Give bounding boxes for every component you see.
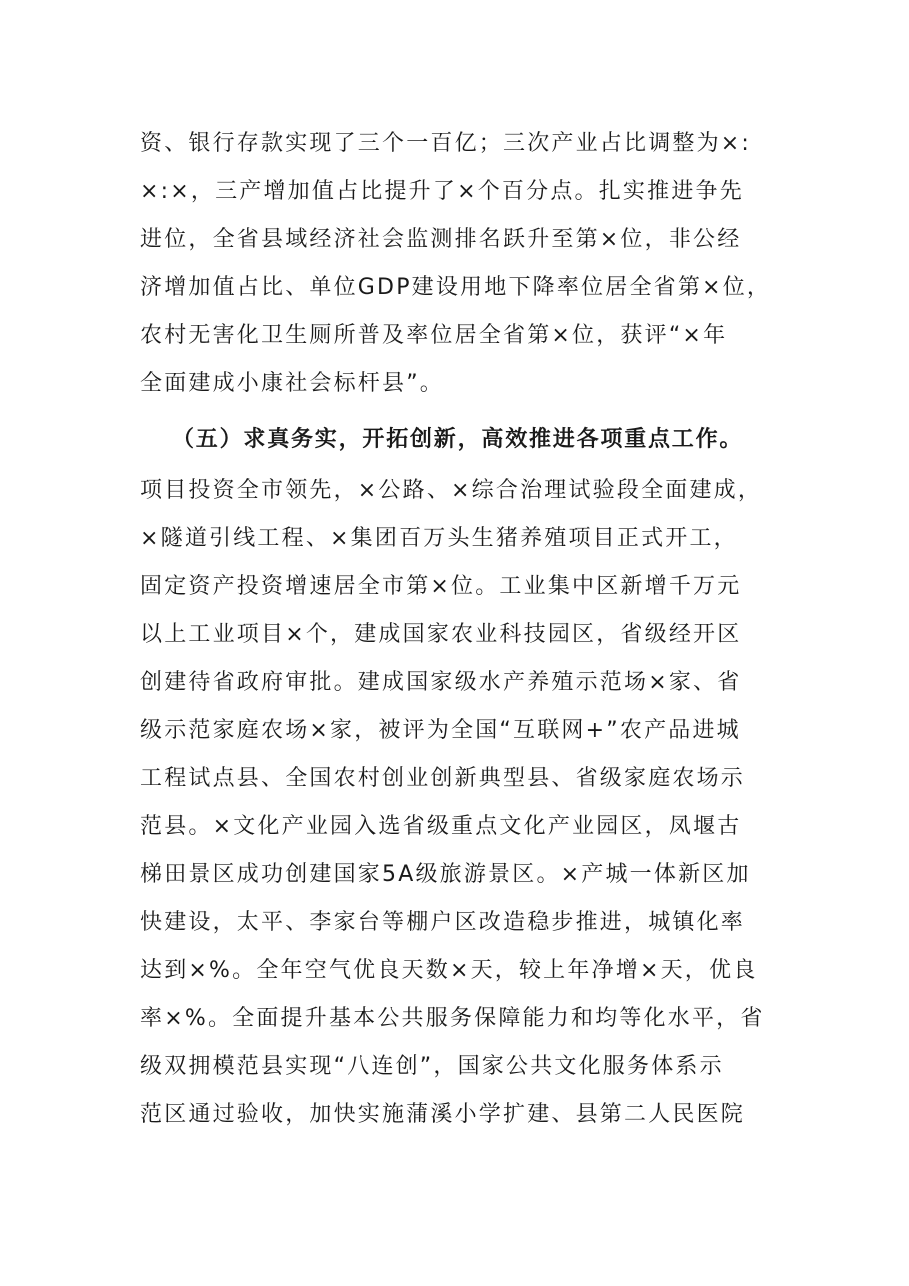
paragraph-2-line-5: 创建待省政府审批。建成国家级水产养殖示范场×家、省 xyxy=(140,670,742,695)
paragraph-1-line-1: 资、银行存款实现了三个一百亿；三次产业占比调整为×: xyxy=(140,131,752,156)
paragraph-2-line-8: 范县。×文化产业园入选省级重点文化产业园区，凤堰古 xyxy=(140,814,742,839)
paragraph-2-line-9: 梯田景区成功创建国家5A级旅游景区。×产城一体新区加 xyxy=(140,862,751,887)
paragraph-2-line-2: ×隧道引线工程、×集团百万头生猪养殖项目正式开工， xyxy=(140,526,738,551)
paragraph-2-line-14: 范区通过验收，加快实施蒲溪小学扩建、县第二人民医院 xyxy=(140,1102,746,1127)
paragraph-2-line-7: 工程试点县、全国农村创业创新典型县、省级家庭农场示 xyxy=(140,766,746,791)
paragraph-1-line-6: 全面建成小康社会标杆县”。 xyxy=(140,371,444,396)
paragraph-1-line-5: 农村无害化卫生厕所普及率位居全省第×位，获评“×年 xyxy=(140,323,728,348)
paragraph-2-line-4: 以上工业项目×个，建成国家农业科技园区，省级经开区 xyxy=(140,622,742,647)
paragraph-2-line-6: 级示范家庭农场×家，被评为全国“互联网+”农产品进城 xyxy=(140,718,741,743)
paragraph-2-line-1: 项目投资全市领先，×公路、×综合治理试验段全面建成， xyxy=(140,478,763,503)
paragraph-2-line-12: 率×%。全面提升基本公共服务保障能力和均等化水平，省 xyxy=(140,1006,765,1031)
paragraph-2-line-3: 固定资产投资增速居全市第×位。工业集中区新增千万元 xyxy=(140,574,742,599)
paragraph-2-line-10: 快建设，太平、李家台等棚户区改造稳步推进，城镇化率 xyxy=(140,910,746,935)
paragraph-1-line-2: ×:×，三产增加值占比提升了×个百分点。扎实推进争先 xyxy=(140,179,744,204)
paragraph-1-line-3: 进位，全省县域经济社会监测排名跃升至第×位，非公经 xyxy=(140,227,742,252)
section-heading: （五）求真务实，开拓创新，高效推进各项重点工作。 xyxy=(172,427,744,452)
paragraph-1-line-4: 济增加值占比、单位GDP建设用地下降率位居全省第×位， xyxy=(140,275,772,300)
paragraph-2-line-13: 级双拥模范县实现“八连创”，国家公共文化服务体系示 xyxy=(140,1054,724,1079)
paragraph-2-line-11: 达到×%。全年空气优良天数×天，较上年净增×天，优良 xyxy=(140,958,758,983)
